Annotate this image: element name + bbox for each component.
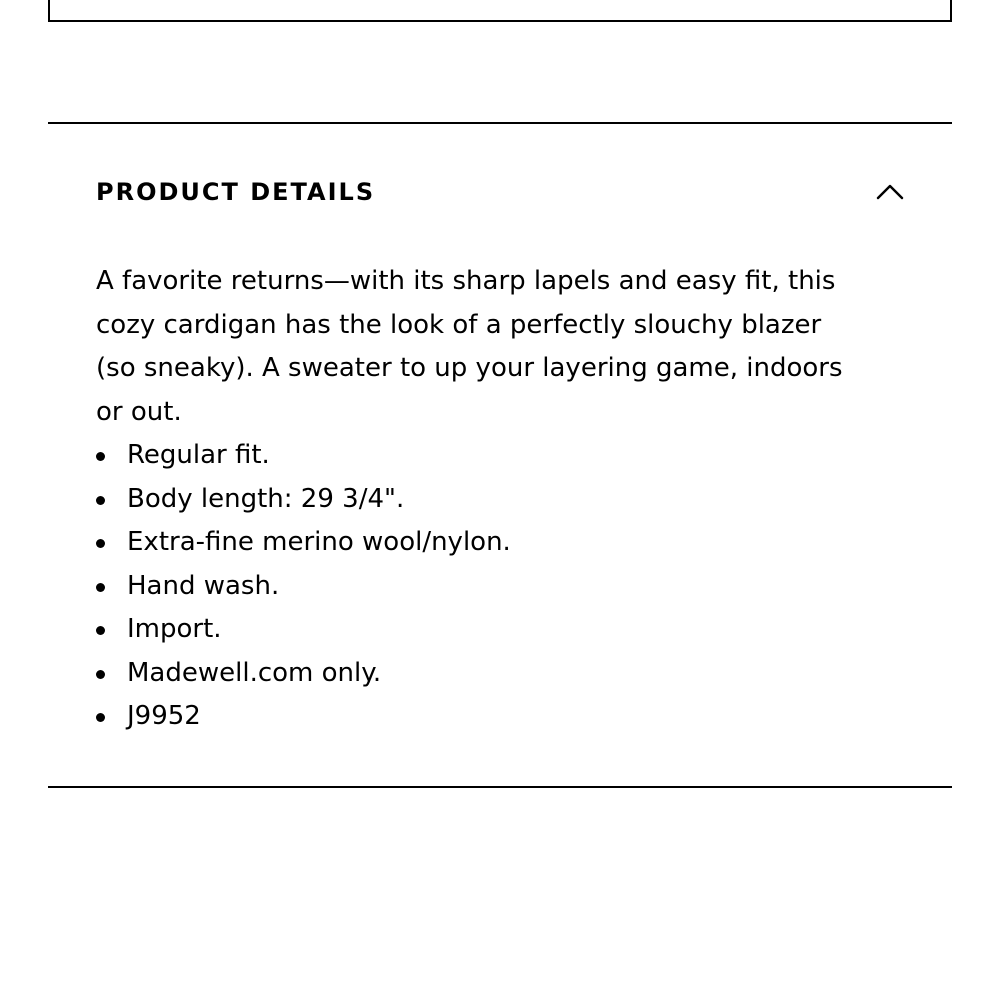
product-details-header[interactable] (96, 172, 906, 212)
product-details-body (96, 260, 856, 739)
product-description: A favorite returns—with its sharp lapels and easy fit, this cozy cardigan has the look of a perfectly slouchy blazer (so sneaky). A sweater to up your layering game, indoors or out. (96, 266, 843, 427)
details-list (96, 434, 856, 739)
details-list-item: Hand wash. (127, 565, 856, 609)
details-list-item: Import. (127, 608, 856, 652)
details-list-item: Extra-fine merino wool/nylon. (127, 521, 856, 565)
product-details-title: PRODUCT DETAILS (96, 178, 376, 206)
product-details-accordion (48, 122, 952, 788)
chevron-up-icon[interactable] (874, 176, 906, 208)
details-list-item: Regular fit. (127, 434, 856, 478)
details-list-item: Madewell.com only. (127, 652, 856, 696)
previous-section-box (48, 0, 952, 22)
details-list-item: Body length: 29 3/4". (127, 478, 856, 522)
details-list-item: J9952 (127, 695, 856, 739)
